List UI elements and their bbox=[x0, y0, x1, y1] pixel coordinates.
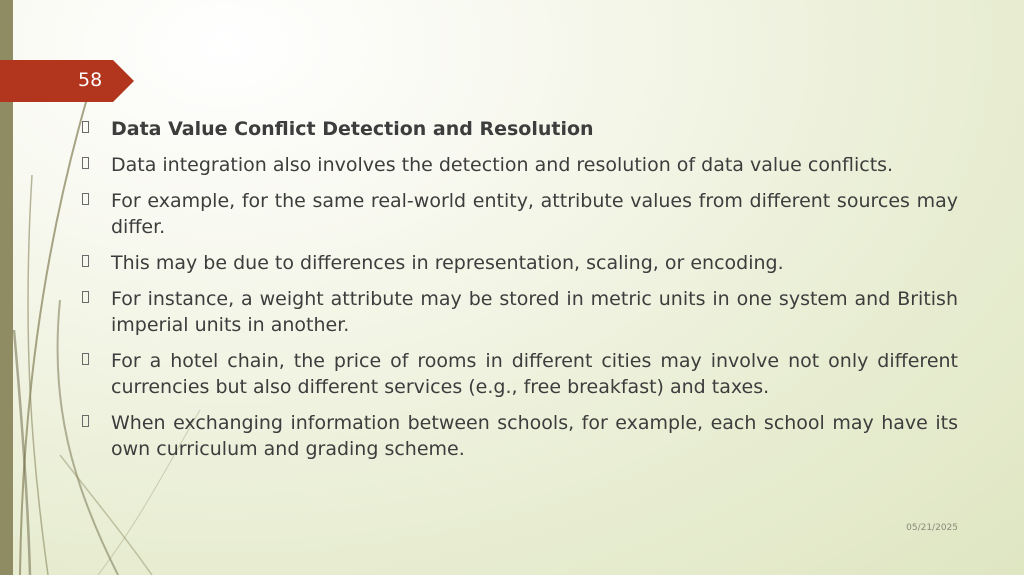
bullet-item: For instance, a weight attribute may be stored in metric units in one system and British imperial units in another. bbox=[82, 286, 958, 338]
bullet-item: For a hotel chain, the price of rooms in different cities may involve not only different currencies but also different services (e.g., free breakfast) and taxes. bbox=[82, 348, 958, 400]
bullet-box-icon bbox=[82, 291, 89, 303]
bullet-item: When exchanging information between schools, for example, each school may have its own curriculum and grading scheme. bbox=[82, 410, 958, 462]
bullet-list bbox=[82, 116, 958, 472]
bullet-box-icon bbox=[82, 193, 89, 205]
bullet-box-icon bbox=[82, 157, 89, 169]
bullet-box-icon bbox=[82, 415, 89, 427]
slide-number-tab bbox=[0, 60, 134, 102]
bullet-box-icon bbox=[82, 121, 89, 133]
bullet-item: For example, for the same real-world entity, attribute values from different sources may differ. bbox=[82, 188, 958, 240]
bullet-box-icon bbox=[82, 353, 89, 365]
bullet-item: This may be due to differences in representation, scaling, or encoding. bbox=[82, 250, 958, 276]
slide-date: 05/21/2025 bbox=[906, 523, 958, 533]
bullet-box-icon bbox=[82, 255, 89, 267]
bullet-heading: Data Value Conflict Detection and Resolution bbox=[82, 116, 958, 142]
bullet-item: Data integration also involves the detection and resolution of data value conflicts. bbox=[82, 152, 958, 178]
slide-number: 58 bbox=[78, 69, 103, 91]
